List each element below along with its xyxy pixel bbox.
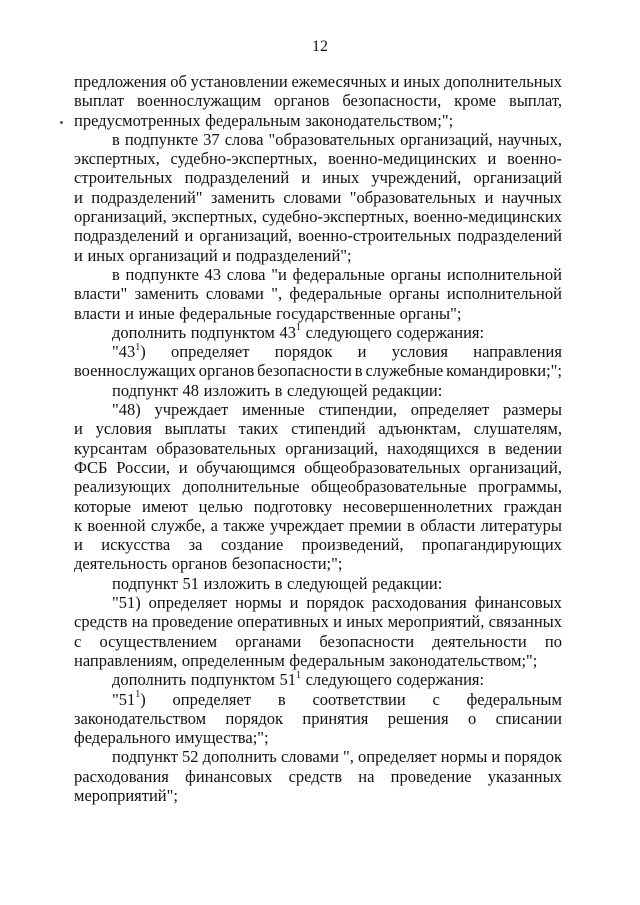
scan-dot-mark: [60, 121, 63, 124]
text-line: с осуществлением органами безопасности деятельности по: [74, 631, 562, 651]
text-line: федерального имущества;";: [74, 728, 269, 748]
text-line: "$43^1$) определяет порядок и условия направления: [112, 341, 562, 362]
text-line: и искусства за создание произведений, пропагандирующих: [74, 535, 562, 555]
text-line: законодательством порядок принятия решения о списании: [74, 708, 562, 728]
text-line: экспертных, судебно-экспертных, военно-медицинских и военно-: [74, 149, 562, 169]
text-line: "48) учреждает именные стипендии, определяет размеры: [112, 400, 562, 420]
text-line: подпункт 52 дополнить словами ", определяет нормы и порядок: [112, 747, 562, 767]
text-line: предложения об установлении ежемесячных и иных дополнительных: [74, 72, 562, 91]
text-line: в подпункте 37 слова "образовательных организаций, научных,: [112, 129, 562, 149]
text-line: и условия выплаты таких стипендий адъюнктам, слушателям,: [74, 419, 562, 439]
text-line: строительных подразделений и иных учреждений, организаций: [74, 168, 562, 188]
text-line: реализующих дополнительные общеобразовательные программы,: [74, 477, 562, 497]
text-line: ФСБ России, и обучающимся общеобразовательных организаций,: [74, 457, 562, 477]
text-line: организаций, экспертных, судебно-экспертных, военно-медицинских: [74, 207, 562, 227]
text-line: "$51^1$) определяет в соответствии с федеральным: [112, 689, 562, 709]
text-line: подпункт 51 изложить в следующей редакции:: [112, 573, 443, 593]
text-line: в подпункте 43 слова "и федеральные органы исполнительной: [112, 264, 562, 284]
text-line: дополнить подпунктом $43^1$ следующего содержания:: [112, 322, 485, 342]
text-line: курсантам образовательных организаций, находящихся в ведении: [74, 438, 562, 458]
text-line: власти и иные федеральные государственные органы";: [74, 303, 462, 323]
text-line: власти" заменить словами ", федеральные органы исполнительной: [74, 284, 562, 304]
text-line: расходования финансовых средств на проведение указанных: [74, 766, 562, 786]
text-line: подразделений и организаций, военно-строительных подразделений: [74, 226, 562, 246]
text-line: дополнить подпунктом $51^1$ следующего содержания:: [112, 669, 485, 690]
document-body: [74, 72, 562, 805]
text-line: мероприятий";: [74, 785, 178, 805]
text-line: которые имеют целью подготовку несовершеннолетних граждан: [74, 496, 562, 516]
text-line: и иных организаций и подразделений";: [74, 245, 352, 265]
text-line: "51) определяет нормы и порядок расходования финансовых: [112, 593, 562, 613]
text-line: подпункт 48 изложить в следующей редакции:: [112, 380, 443, 400]
text-line: выплат военнослужащим органов безопасности, кроме выплат,: [74, 91, 562, 111]
text-line: к военной службе, а также учреждает премии в области литературы: [74, 515, 562, 535]
text-line: средств на проведение оперативных и иных мероприятий, связанных: [74, 612, 562, 632]
text-line: предусмотренных федеральным законодательством;";: [74, 110, 454, 130]
text-line: направлениям, определенным федеральным законодательством;";: [74, 650, 538, 670]
page-number: 12: [312, 38, 328, 55]
text-line: деятельность органов безопасности;";: [74, 554, 343, 574]
text-line: военнослужащих органов безопасности в служебные командировки;";: [74, 361, 562, 381]
text-line: и подразделений" заменить словами "образовательных и научных: [74, 187, 562, 207]
